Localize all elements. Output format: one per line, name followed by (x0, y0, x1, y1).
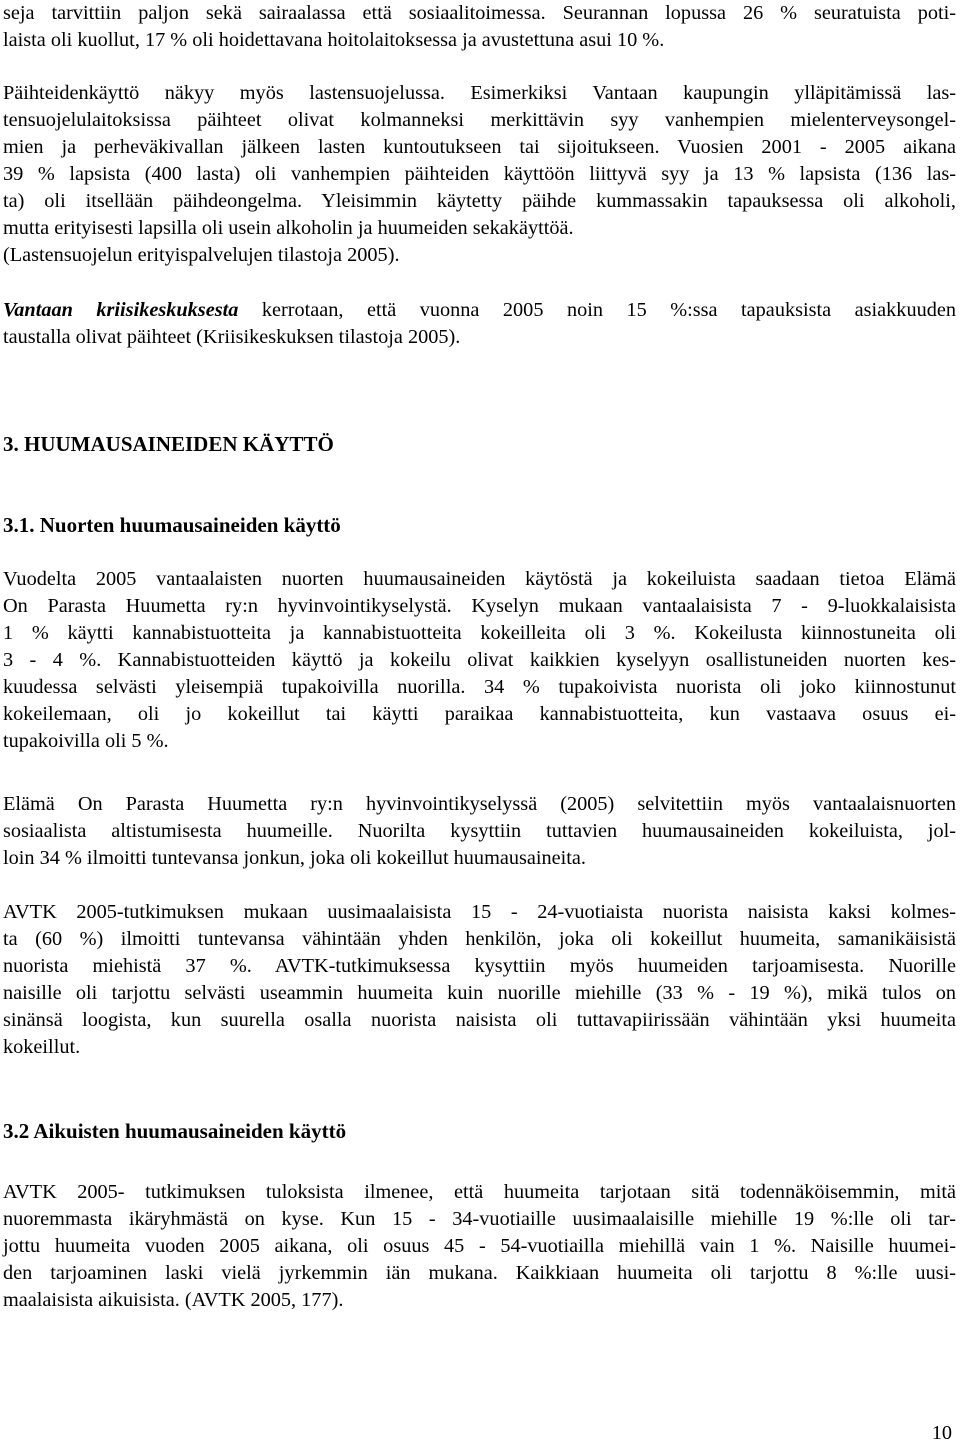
text-line: 39 % lapsista (400 lasta) oli vanhempien päihteiden käyttöön liittyvä syy ja 13 % lapsista (136 las- (3, 163, 956, 185)
text-line: On Parasta Huumetta ry:n hyvinvointikyselystä. Kyselyn mukaan vantaalaisista 7 - 9-luokkalaisista (3, 595, 956, 617)
text-line: mien ja perheväkivallan jälkeen lasten kuntoutukseen tai sijoitukseen. Vuosien 2001 - 2005 aikana (3, 136, 956, 158)
text-line: Päihteidenkäyttö näkyy myös lastensuojelussa. Esimerkiksi Vantaan kaupungin ylläpitämissä las- (3, 82, 956, 104)
text-line (3, 297, 956, 324)
text-line: nuorista miehistä 37 %. AVTK-tutkimuksessa kysyttiin myös huumeiden tarjoamisesta. Nuorille (3, 955, 956, 977)
paragraph-crisis-centre (3, 297, 956, 351)
text-line: laista oli kuollut, 17 % oli hoidettavana hoitolaitoksessa ja avustettuna asui 10 %. (3, 29, 665, 51)
text-line: kuudessa selvästi yleisempiä tupakoivilla nuorilla. 34 % tupakoivista nuorista oli joko kiinnostunut (3, 676, 956, 698)
text-line: maalaisista aikuisista. (AVTK 2005, 177). (3, 1289, 344, 1311)
text-line: den tarjoaminen laski vielä jyrkemmin iän mukana. Kaikkiaan huumeita oli tarjottu 8 %:lle uusi- (3, 1262, 956, 1284)
text-line: ta) oli itsellään päihdeongelma. Yleisimmin käytetty päihde kummassakin tapauksessa oli alkoholi, (3, 190, 956, 212)
section-heading-drug-use: 3. HUUMAUSAINEIDEN KÄYTTÖ (3, 432, 334, 456)
text-line: 1 % käytti kannabistuotteita ja kannabistuotteita kokeilleita oli 3 %. Kokeilusta kiinnostuneita oli (3, 622, 956, 644)
text-line: naisille oli tarjottu selvästi useammin huumeita kuin nuorille miehille (33 % - 19 %), mikä tulos on (3, 982, 956, 1004)
text-line: nuoremmasta ikäryhmästä on kyse. Kun 15 - 34-vuotiaille uusimaalaisille miehille 19 %:lle oli tar- (3, 1208, 956, 1230)
text-line: tupakoivilla oli 5 %. (3, 730, 169, 752)
section-heading-adult-drug-use: 3.2 Aikuisten huumausaineiden käyttö (3, 1119, 347, 1143)
paragraph-avtk-young (3, 899, 956, 1061)
page-number: 10 (931, 1422, 952, 1444)
text-line: sosiaalista altistumisesta huumeille. Nuorilta kysyttiin tuttavien huumausaineiden kokeiluista, jol- (3, 820, 956, 842)
emphasis-crisis-centre: Vantaan kriisikeskuksesta (3, 299, 239, 321)
text-line: AVTK 2005- tutkimuksen tuloksista ilmenee, että huumeita tarjotaan sitä todennäköisemmin, mitä (3, 1181, 956, 1203)
text-line: jottu huumeita vuoden 2005 aikana, oli osuus 45 - 54-vuotiailla miehillä vain 1 %. Naisille huumei- (3, 1235, 956, 1257)
text-line: taustalla olivat päihteet (Kriisikeskuksen tilastoja 2005). (3, 326, 461, 348)
paragraph-mortality-followup (3, 0, 956, 54)
text-line: ta (60 %) ilmoitti tuntevansa vähintään yhden henkilön, joka oli kokeillut huumeita, samanikäisistä (3, 928, 956, 950)
text-line: Vuodelta 2005 vantaalaisten nuorten huumausaineiden käytöstä ja kokeiluista saadaan tietoa Elämä (3, 568, 956, 590)
text-line: 3 - 4 %. Kannabistuotteiden käyttö ja kokeilu olivat kaikkien kyselyyn osallistuneiden nuorten kes- (3, 649, 956, 671)
text-line: loin 34 % ilmoitti tuntevansa jonkun, joka oli kokeillut huumausaineita. (3, 847, 587, 869)
text-line: kokeillut. (3, 1036, 81, 1058)
text-line: sinänsä loogista, kun suurella osalla nuorista naisista oli tuttavapiirissään vähintään yksi huumeita (3, 1009, 956, 1031)
text-line: seja tarvittiin paljon sekä sairaalassa että sosiaalitoimessa. Seurannan lopussa 26 % seuratuista poti- (3, 2, 956, 24)
paragraph-social-exposure (3, 791, 956, 872)
text-line: Elämä On Parasta Huumetta ry:n hyvinvointikyselyssä (2005) selvitettiin myös vantaalaisnuorten (3, 793, 956, 815)
text-line: tensuojelulaitoksissa päihteet olivat kolmanneksi merkittävin syy vanhempien mielenterveysongel- (3, 109, 956, 131)
paragraph-youth-survey (3, 566, 956, 755)
text-line: mutta erityisesti lapsilla oli usein alkoholin ja huumeiden sekakäyttöä. (3, 217, 574, 239)
text-fragment: kerrotaan, että vuonna 2005 noin 15 %:ssa tapauksista asiakkuuden (238, 299, 957, 321)
section-heading-youth-drug-use: 3.1. Nuorten huumausaineiden käyttö (3, 513, 341, 537)
text-line: kokeilemaan, oli jo kokeillut tai käytti paraikaa kannabistuotteita, kun vastaava osuus ei- (3, 703, 956, 725)
text-line: AVTK 2005-tutkimuksen mukaan uusimaalaisista 15 - 24-vuotiaista nuorista naisista kaksi kolmes- (3, 901, 956, 923)
paragraph-child-welfare (3, 80, 956, 269)
text-line: (Lastensuojelun erityispalvelujen tilastoja 2005). (3, 244, 400, 266)
paragraph-avtk-adults (3, 1179, 956, 1314)
